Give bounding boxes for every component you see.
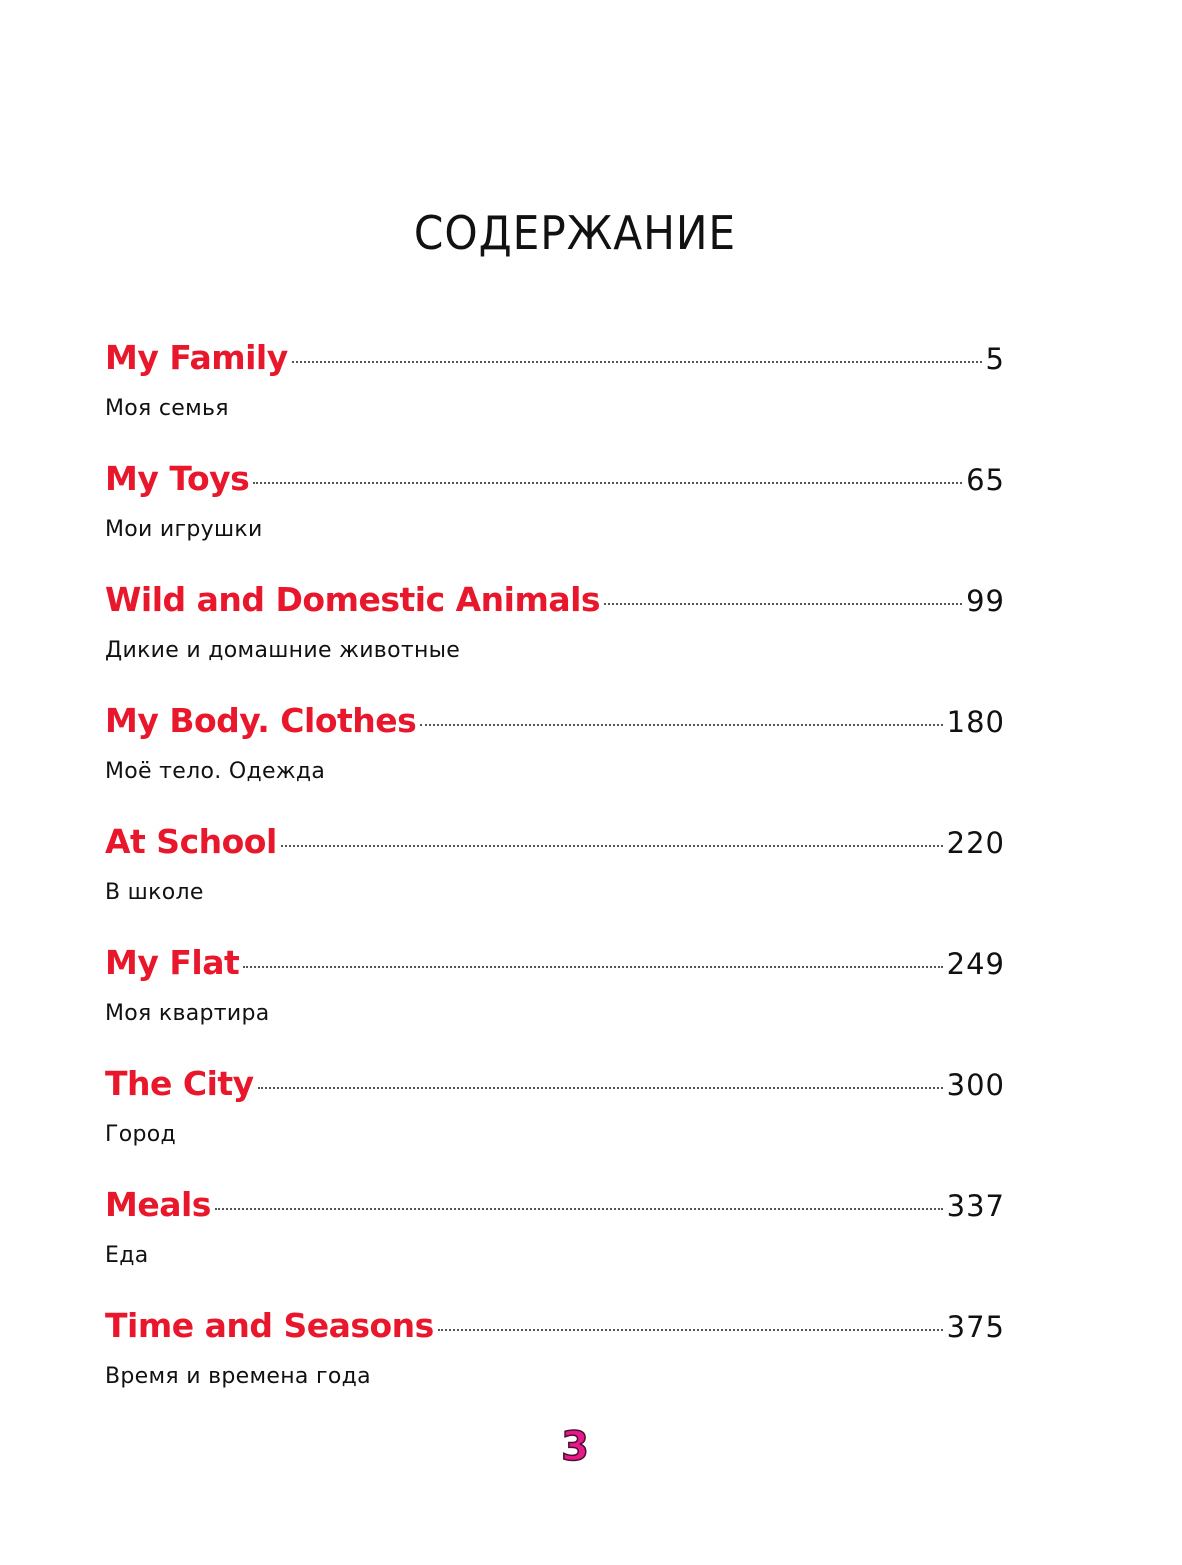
toc-entry-subtitle: Еда	[105, 1243, 149, 1268]
dot-leader	[604, 603, 962, 605]
toc-entry-my-flat[interactable]	[105, 943, 1005, 1064]
dot-leader	[258, 1087, 943, 1089]
toc-entry-subtitle: Дикие и домашние животные	[105, 638, 461, 663]
toc-entry-at-school[interactable]	[105, 822, 1005, 943]
dot-leader	[253, 482, 962, 484]
toc-entry-subtitle: В школе	[105, 880, 204, 905]
toc-entry-page: 220	[946, 826, 1005, 860]
toc-entry-title: My Toys	[105, 459, 250, 498]
dot-leader	[438, 1329, 943, 1331]
table-of-contents	[105, 338, 1005, 1427]
dot-leader	[420, 724, 942, 726]
toc-entry-body-clothes[interactable]	[105, 701, 1005, 822]
toc-entry-subtitle: Моё тело. Одежда	[105, 759, 326, 784]
toc-entry-page: 300	[946, 1068, 1005, 1102]
toc-entry-subtitle: Время и времена года	[105, 1364, 371, 1389]
toc-entry-title: Meals	[105, 1185, 211, 1224]
toc-entry-title: My Body. Clothes	[105, 701, 417, 740]
toc-entry-page: 180	[946, 705, 1005, 739]
toc-entry-subtitle: Мои игрушки	[105, 517, 263, 542]
toc-entry-title: At School	[105, 822, 277, 861]
toc-entry-title: Wild and Domestic Animals	[105, 580, 601, 619]
page-number: 3	[561, 1424, 589, 1470]
page-title: СОДЕРЖАНИЕ	[413, 206, 737, 260]
toc-entry-subtitle: Моя квартира	[105, 1001, 270, 1026]
dot-leader	[243, 966, 942, 968]
toc-entry-my-family[interactable]	[105, 338, 1005, 459]
toc-entry-page: 99	[966, 584, 1005, 618]
toc-entry-page: 65	[966, 463, 1005, 497]
toc-entry-page: 375	[946, 1310, 1005, 1344]
toc-entry-page: 249	[946, 947, 1005, 981]
toc-entry-title: The City	[105, 1064, 254, 1103]
toc-entry-subtitle: Моя семья	[105, 396, 229, 421]
toc-entry-title: Time and Seasons	[105, 1306, 434, 1345]
dot-leader	[215, 1208, 943, 1210]
toc-entry-page: 337	[946, 1189, 1005, 1223]
toc-entry-meals[interactable]	[105, 1185, 1005, 1306]
toc-entry-subtitle: Город	[105, 1122, 177, 1147]
dot-leader	[281, 845, 943, 847]
toc-entry-my-toys[interactable]	[105, 459, 1005, 580]
toc-entry-title: My Family	[105, 338, 288, 377]
toc-entry-title: My Flat	[105, 943, 240, 982]
toc-entry-time-seasons[interactable]	[105, 1306, 1005, 1427]
dot-leader	[292, 361, 982, 363]
toc-entry-page: 5	[985, 342, 1005, 376]
toc-entry-animals[interactable]	[105, 580, 1005, 701]
toc-entry-the-city[interactable]	[105, 1064, 1005, 1185]
